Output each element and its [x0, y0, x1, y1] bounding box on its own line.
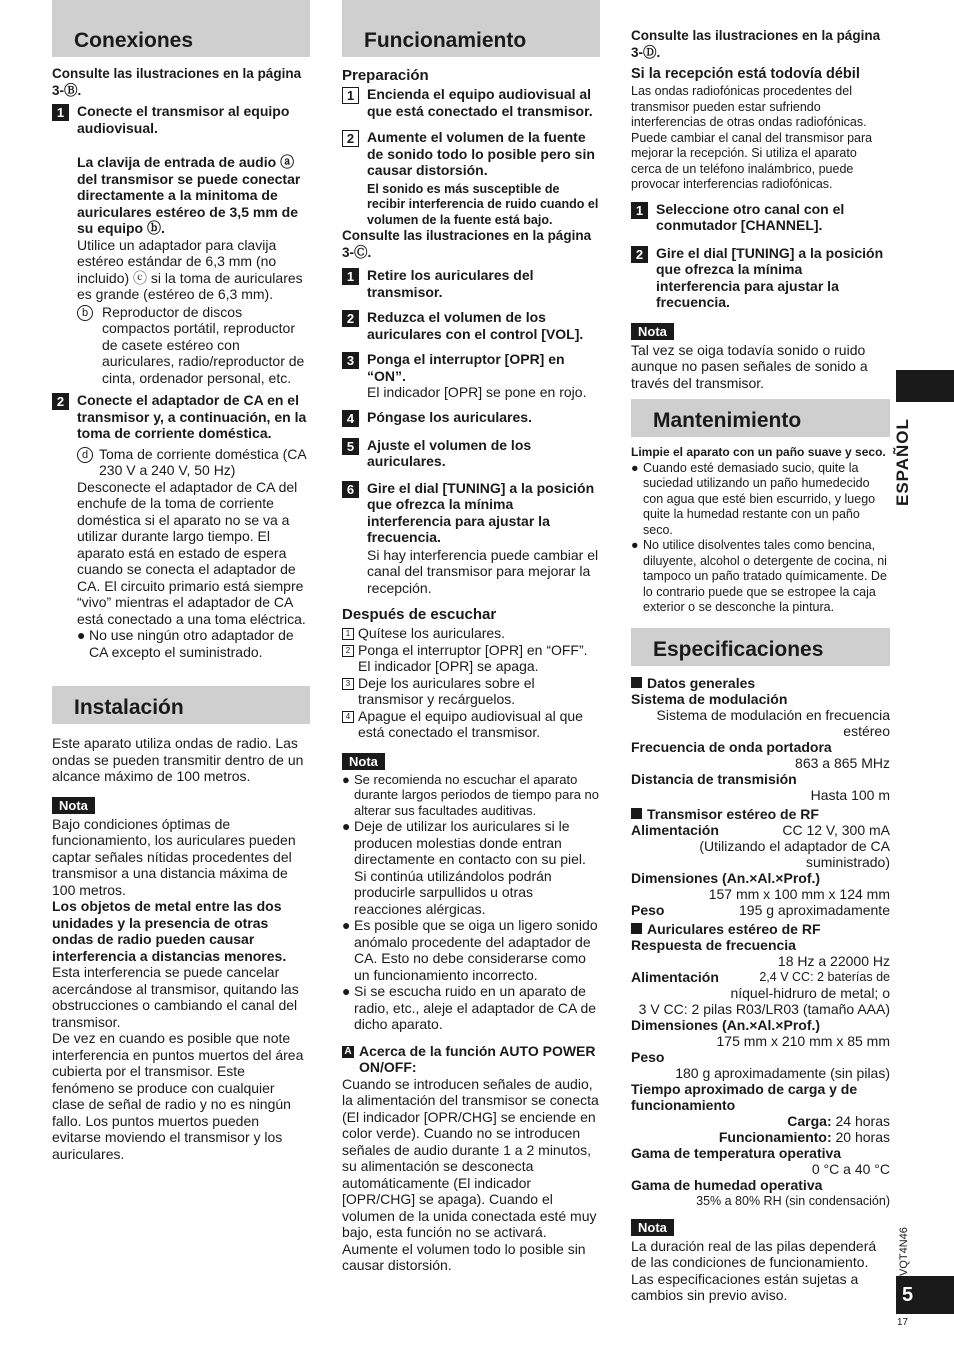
- mant-bullet-1: ● Cuando esté demasiado sucio, quite la suciedad utilizando un paño humedecido con agua que esté bien escurrido, y luego quite la humedad restante con un paño seco.: [631, 461, 890, 539]
- weak-step-2: [631, 245, 890, 311]
- step-number: 2: [342, 310, 359, 327]
- mantenimiento-heading: Mantenimiento: [631, 399, 890, 437]
- ca-text: Desconecte el adaptador de CA del enchufe de la toma de corriente doméstica si el aparato no se va a utilizar durante largo tiempo. El aparato está en estado de espera cuando se conecta el adaptador de CA. El circuito primario está siempre “vivo” mientras el adaptador de CA está conectado a una toma eléctrica.: [77, 478, 306, 627]
- mant-bullet-2: ● No utilice disolventes tales como bencina, diluyente, alcohol o detergente de cocina, ni tampoco un paño tratado químicamente. De lo contrario puede que se estropee la caja exterior o se desconche la pintura.: [631, 538, 890, 616]
- funcionamiento-heading: Funcionamiento: [342, 0, 600, 57]
- spec-key: Tiempo aproximado de carga y de funcionamiento: [631, 1080, 858, 1113]
- conexiones-step-2: [52, 392, 310, 442]
- bullet-text: Cuando esté demasiado sucio, quite la suciedad utilizando un paño humedecido con agua que esté bien escurrido, y luego quite la humedad restante con un paño seco.: [643, 460, 876, 537]
- spec-value: 180 g aproximadamente (sin pilas): [675, 1064, 890, 1081]
- preparacion-subheading: Preparación: [342, 67, 429, 84]
- spec-value: 863 a 865 MHz: [795, 754, 890, 771]
- page-number: 5: [896, 1276, 954, 1314]
- step-number: 3: [342, 352, 359, 369]
- bullet-text: No use ningún otro adaptador de CA excepto el suministrado.: [89, 627, 294, 660]
- spec-value: 2,4 V CC: 2 baterías de: [759, 969, 890, 984]
- after-1: [342, 625, 600, 642]
- step-text: Encienda el equipo audiovisual al que está conectado el transmisor.: [367, 86, 593, 119]
- spec-value: níquel-hidruro de metal; o: [730, 984, 890, 1001]
- jack-block: [52, 154, 310, 386]
- spec-key: Gama de temperatura operativa: [631, 1144, 842, 1161]
- spec-value: 195 g aproximadamente: [739, 901, 890, 918]
- item-b-text: Reproductor de discos compactos portátil, reproductor de casete estéreo con auriculares, radio/reproductor de cinta, ordenador personal, etc.: [102, 303, 305, 386]
- spec-row: [631, 969, 890, 985]
- weak-step-1: [631, 201, 890, 234]
- step-text: Seleccione otro canal con el conmutador [CHANNEL].: [656, 200, 845, 233]
- step-text: Retire los auriculares del transmisor.: [367, 267, 534, 300]
- conexiones-step-1: [52, 103, 310, 136]
- op-step-6: [342, 480, 600, 546]
- bullet-text: Si se escucha ruido en un aparato de radio, etc., aleje el adaptador de CA de dicho aparato.: [354, 983, 597, 1032]
- ca-block: [52, 446, 310, 661]
- spec-key: Gama de humedad operativa: [631, 1176, 823, 1193]
- item-b: [77, 304, 310, 387]
- step-number: 6: [342, 481, 359, 498]
- op-step-5: [342, 437, 600, 470]
- step-number: 1: [52, 104, 69, 121]
- circle-label-d: d: [77, 447, 93, 463]
- bullet-text: Es posible que se oiga un ligero sonido anómalo procedente del adaptador de CA. Esto no debe considerarse como un funcionamiento incorrecto.: [354, 917, 598, 983]
- after-4: [342, 708, 600, 741]
- section-marker: [631, 677, 642, 688]
- step-text: Póngase los auriculares.: [367, 408, 532, 425]
- op-step-3-note: El indicador [OPR] se pone en rojo.: [367, 384, 587, 400]
- item-d-text: Toma de corriente doméstica (CA 230 V a 240 V, 50 Hz): [99, 445, 306, 478]
- after-2: [342, 642, 600, 675]
- nota-label: Nota: [631, 1219, 674, 1236]
- step-text: Ponga el interruptor [OPR] en “ON”.: [367, 351, 565, 384]
- spec-key: Frecuencia de onda portadora: [631, 738, 832, 755]
- nota-text: La duración real de las pilas dependerá de las condiciones de funcionamiento. Las especificaciones están sujetas a cambios sin previo aviso.: [631, 1237, 877, 1303]
- step-text: Reduzca el volumen de los auriculares con el control [VOL].: [367, 309, 584, 342]
- nota-text-3: De vez en cuando es posible que note interferencia en puntos muertos del área cubierta por el transmisor. Este fenómeno se produce con cualquier clase de señal de radio y no es ningún fallo. Los puntos muertos pueden evitarse moviendo el transmisor y los auriculares.: [52, 1030, 304, 1162]
- step-text: Ajuste el volumen de los auriculares.: [367, 436, 532, 469]
- column-right: [631, 0, 890, 1304]
- column-middle: [342, 0, 600, 1274]
- nota-text-1: Bajo condiciones óptimas de funcionamiento, los auriculares pueden captar señales nítidas procedentes del transmisor a una distancia máxima de 100 metros.: [52, 815, 296, 898]
- note-bullet-3: ● Es posible que se oiga un ligero sonido anómalo procedente del adaptador de CA. Esto no debe considerarse como un funcionamiento incorrecto.: [342, 917, 600, 983]
- prep-note: El sonido es más susceptible de recibir interferencia de ruido cuando el volumen de la fuente está bajo.: [367, 181, 599, 227]
- spec-row: [631, 822, 890, 838]
- auto-text: Cuando se introducen señales de audio, la alimentación del transmisor se conecta (El indicador [OPR/CHG] se enciende en color verde). Cuando no se introducen señales de audio durante 1 a 2 minutos, su alimentación se desconecta automáticamente (El indicador [OPR/CHG] se apaga). Cuando el volumen de la unida conectada esté muy bajo, esta función no se activará. Aumente el volumen todo lo posible sin causar distorsión.: [342, 1075, 599, 1273]
- step-number: 1: [342, 87, 359, 104]
- language-tab-marker: [896, 370, 954, 402]
- nota-text-2: Esta interferencia se puede cancelar acercándose al transmisor, quitando las obstrucciones o cambiando el canal del transmisor.: [52, 964, 299, 1030]
- auto-title: Acerca de la función AUTO POWER ON/OFF:: [359, 1042, 596, 1075]
- especificaciones-heading: Especificaciones: [631, 628, 890, 666]
- spec-key: Alimentación: [631, 821, 719, 838]
- step-text: Gire el dial [TUNING] a la posición que ofrezca la mínima interferencia para ajustar la frecuencia.: [367, 479, 595, 545]
- circle-label-b: b: [77, 305, 93, 321]
- prep-step-2: [342, 129, 600, 179]
- spec-value: 20 horas: [835, 1128, 890, 1145]
- spec-key: Distancia de transmisión: [631, 770, 797, 787]
- jack-text: Utilice un adaptador para clavija estéreo estándar de 6,3 mm (no incluido) ⓒ si la toma de auriculares es grande (estéreo de 6,3 mm).: [77, 236, 303, 302]
- auto-power-heading: [342, 1043, 600, 1076]
- section-title: Transmisor estéreo de RF: [647, 805, 819, 822]
- note-bullet-2: ● Deje de utilizar los auriculares si le producen molestias donde entran directamente en contacto con su piel. Si continúa utilizándolos podrán producirle sarpullidos u otras reacciones alérgicas.: [342, 818, 600, 917]
- item-d: [77, 446, 310, 479]
- after-text: Deje los auriculares sobre el transmisor y recárguelos.: [358, 674, 535, 707]
- after-number: 1: [342, 628, 354, 640]
- sheet-number: 17: [897, 1317, 909, 1328]
- spec-value: Hasta 100 m: [810, 786, 890, 803]
- spec-section-datos: [631, 675, 890, 691]
- nota-label: Nota: [52, 797, 95, 814]
- after-3: [342, 675, 600, 708]
- spec-key: Alimentación: [631, 968, 719, 985]
- op-step-4: [342, 409, 600, 427]
- prep-step-1: [342, 86, 600, 119]
- step-number: 1: [342, 268, 359, 285]
- nota-text: Tal vez se oiga todavía sonido o ruido aunque no pasen señales de sonido a través del transmisor.: [631, 341, 868, 391]
- spec-value: 157 mm x 100 mm x 124 mm: [708, 885, 890, 902]
- jack-bold-text: La clavija de entrada de audio ⓐ del transmisor se puede conectar directamente a la minitoma de auriculares estéreo de 3,5 mm de su equipo ⓑ.: [77, 154, 301, 236]
- note-bullet-4: ● Si se escucha ruido en un aparato de radio, etc., aleje el adaptador de CA de dicho aparato.: [342, 983, 600, 1033]
- spec-value: CC 12 V, 300 mA: [782, 821, 890, 838]
- step-number: 2: [342, 130, 359, 147]
- spec-value: (Utilizando el adaptador de CA suministrado): [699, 837, 890, 870]
- section-title: Datos generales: [647, 674, 756, 691]
- section-title: Auriculares estéreo de RF: [647, 920, 821, 937]
- instalacion-text: Este aparato utiliza ondas de radio. Las ondas se pueden transmitir dentro de un alcance máximo de 100 metros.: [52, 735, 304, 784]
- after-number: 2: [342, 645, 354, 657]
- section-marker: [631, 808, 642, 819]
- ref-b: Consulte las ilustraciones en la página 3-Ⓑ.: [52, 66, 302, 98]
- op-step-6-note: Si hay interferencia puede cambiar el canal del transmisor para mejorar la recepción.: [367, 546, 599, 596]
- nota-bold: Los objetos de metal entre las dos unidades y la presencia de otras ondas de radio pueden causar interferencia a distancias menores.: [52, 898, 287, 964]
- document-code: VQT4N46: [898, 1227, 910, 1276]
- step-number: 2: [52, 393, 69, 410]
- spec-key: Peso: [631, 1048, 665, 1065]
- after-text: Ponga el interruptor [OPR] en “OFF”. El indicador [OPR] se apaga.: [358, 641, 588, 674]
- language-label: ESPAÑOL: [893, 418, 912, 506]
- step-text: Gire el dial [TUNING] a la posición que ofrezca la mínima interferencia para ajustar la frecuencia.: [656, 244, 884, 310]
- ref-c: Consulte las ilustraciones en la página 3-Ⓒ.: [342, 228, 592, 260]
- spec-value: 3 V CC: 2 pilas R03/LR03 (tamaño AAA): [638, 1000, 890, 1017]
- spec-key: Peso: [631, 901, 665, 918]
- bullet-text: Se recomienda no escuchar el aparato durante largos periodos de tiempo para no alterar sus facultades auditivas.: [354, 771, 599, 818]
- spec-value-carga: [631, 1113, 890, 1129]
- weak-reception-subheading: Si la recepción está todovía débil: [631, 66, 860, 82]
- spec-key: Dimensiones (An.×Al.×Prof.): [631, 869, 821, 886]
- note-bullet-1: ● Se recomienda no escuchar el aparato durante largos periodos de tiempo para no alterar sus facultades auditivas.: [342, 771, 599, 818]
- instalacion-heading: Instalación: [52, 686, 310, 724]
- spec-section-auriculares: [631, 921, 890, 937]
- spec-section-transmisor: [631, 806, 890, 822]
- spec-key: Respuesta de frecuencia: [631, 936, 796, 953]
- spec-value: Sistema de modulación en frecuencia estéreo: [656, 706, 890, 739]
- after-number: 4: [342, 711, 354, 723]
- conexiones-heading: Conexiones: [52, 0, 310, 57]
- spec-row: [631, 902, 890, 918]
- step-text: Conecte el transmisor al equipo audiovisual.: [77, 103, 290, 136]
- after-text: Quítese los auriculares.: [358, 625, 506, 641]
- step-number: 1: [631, 202, 648, 219]
- op-step-2: [342, 309, 600, 342]
- nota-label: Nota: [631, 323, 674, 340]
- column-left: [52, 0, 310, 1162]
- step-text: Aumente el volumen de la fuente de sonido todo lo posible pero sin causar distorsión.: [367, 129, 595, 178]
- spec-value: 18 Hz a 22000 Hz: [777, 952, 890, 969]
- spec-key: Carga:: [787, 1112, 832, 1129]
- spec-value-funcionamiento: [631, 1129, 890, 1145]
- spec-value: 0 °C a 40 °C: [811, 1160, 890, 1177]
- step-number: 5: [342, 438, 359, 455]
- ref-d: Consulte las ilustraciones en la página 3-Ⓓ.: [631, 28, 881, 60]
- weak-text: Las ondas radiofónicas procedentes del transmisor pueden estar sufriendo interferencias de otras ondas radiofónicas. Puede cambiar el canal del transmisor para mejorar la recepción. Si utiliza el aparato cerca de un teléfono inalámbrico, puede provocar interferencias radiofónicas.: [631, 84, 873, 191]
- auto-mark: A: [342, 1046, 354, 1058]
- spec-key: Dimensiones (An.×Al.×Prof.): [631, 1016, 821, 1033]
- despues-subheading: Después de escuchar: [342, 606, 497, 623]
- step-number: 2: [631, 246, 648, 263]
- section-marker: [631, 923, 642, 934]
- bullet-text: Deje de utilizar los auriculares si le producen molestias donde entran directamente en contacto con su piel. Si continúa utilizándolos podrán producirle sarpullidos u otras reacciones alérgicas.: [354, 818, 586, 917]
- bullet-text: No utilice disolventes tales como bencina, diluyente, alcohol o detergente de cocina, ni tampoco un paño tratado químicamente. De lo contrario puede que se estropee la caja exterior o se desconche la pintura.: [643, 538, 887, 614]
- after-number: 3: [342, 678, 354, 690]
- after-text: Apague el equipo audiovisual al que está conectado el transmisor.: [358, 707, 583, 740]
- op-step-3: [342, 351, 600, 384]
- nota-label: Nota: [342, 753, 385, 770]
- spec-value: 24 horas: [835, 1112, 890, 1129]
- spec-value: 175 mm x 210 mm x 85 mm: [716, 1032, 890, 1049]
- spec-key: Funcionamiento:: [718, 1128, 832, 1145]
- bullet-mark: ●: [77, 627, 86, 643]
- spec-value: 35% a 80% RH (sin condensación): [696, 1193, 890, 1208]
- mant-bold: Limpie el aparato con un paño suave y seco.: [631, 445, 886, 459]
- op-step-1: [342, 267, 600, 300]
- step-number: 4: [342, 410, 359, 427]
- spec-key: Sistema de modulación: [631, 690, 788, 707]
- step-text: Conecte el adaptador de CA en el transmisor y, a continuación, en la toma de corriente doméstica.: [77, 392, 307, 441]
- ca-bullet: [77, 627, 310, 660]
